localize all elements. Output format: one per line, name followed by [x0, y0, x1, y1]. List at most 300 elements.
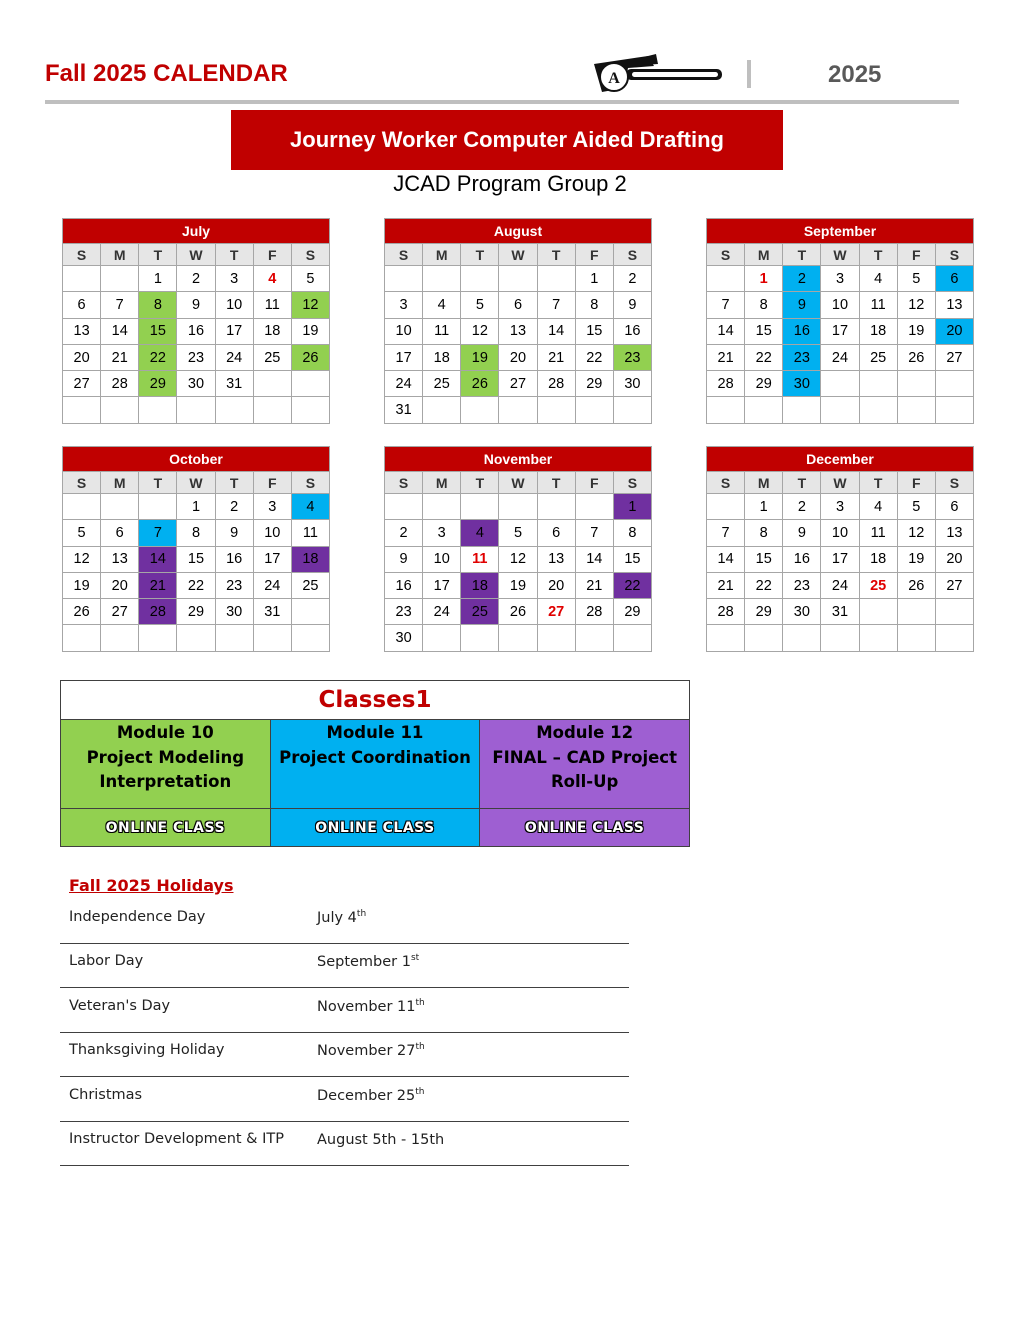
day-cell: 26 — [461, 371, 499, 397]
day-of-week: F — [253, 244, 291, 266]
day-of-week: S — [63, 472, 101, 494]
day-of-week: T — [537, 244, 575, 266]
empty-cell — [461, 397, 499, 423]
day-cell: 10 — [385, 318, 423, 344]
day-cell: 17 — [821, 546, 859, 572]
day-cell: 5 — [897, 494, 935, 520]
day-cell: 19 — [897, 546, 935, 572]
empty-cell — [537, 266, 575, 292]
day-of-week: S — [385, 244, 423, 266]
day-cell: 3 — [253, 494, 291, 520]
day-cell: 12 — [897, 292, 935, 318]
day-cell: 19 — [499, 572, 537, 598]
module-line: Module 11 — [326, 723, 424, 742]
day-cell: 3 — [423, 520, 461, 546]
empty-cell — [897, 599, 935, 625]
day-cell: 4 — [253, 266, 291, 292]
day-cell: 28 — [537, 371, 575, 397]
empty-cell — [63, 494, 101, 520]
empty-cell — [935, 625, 973, 651]
day-cell: 13 — [63, 318, 101, 344]
empty-cell — [139, 625, 177, 651]
empty-cell — [745, 625, 783, 651]
empty-cell — [139, 397, 177, 423]
day-cell: 16 — [783, 546, 821, 572]
empty-cell — [821, 625, 859, 651]
module-line: Module 10 — [116, 723, 214, 742]
day-of-week: W — [177, 244, 215, 266]
empty-cell — [537, 625, 575, 651]
day-cell: 29 — [139, 371, 177, 397]
day-cell: 17 — [385, 344, 423, 370]
day-of-week: M — [745, 244, 783, 266]
day-cell: 2 — [215, 494, 253, 520]
logo-text: A — [608, 70, 620, 87]
header-year: 2025 — [828, 61, 882, 88]
month-name: September — [707, 219, 974, 244]
day-cell: 11 — [291, 520, 329, 546]
day-of-week: W — [499, 472, 537, 494]
day-cell: 8 — [575, 292, 613, 318]
empty-cell — [499, 397, 537, 423]
empty-cell — [423, 625, 461, 651]
day-cell: 9 — [385, 546, 423, 572]
holiday-name: Independence Day — [69, 909, 206, 925]
day-cell: 24 — [385, 371, 423, 397]
day-cell: 1 — [613, 494, 651, 520]
day-of-week: T — [859, 472, 897, 494]
day-cell: 30 — [177, 371, 215, 397]
day-cell: 26 — [291, 344, 329, 370]
empty-cell — [139, 494, 177, 520]
day-cell: 28 — [707, 599, 745, 625]
holiday-row — [60, 1077, 629, 1122]
day-cell: 5 — [291, 266, 329, 292]
day-cell: 28 — [707, 371, 745, 397]
header-rule — [45, 100, 959, 104]
day-cell: 13 — [935, 520, 973, 546]
day-cell: 3 — [821, 266, 859, 292]
day-cell: 20 — [935, 318, 973, 344]
holiday-name: Christmas — [69, 1087, 143, 1103]
empty-cell — [859, 397, 897, 423]
day-cell: 22 — [745, 572, 783, 598]
day-cell: 2 — [177, 266, 215, 292]
day-cell: 2 — [783, 266, 821, 292]
holiday-date: December 25th — [317, 1087, 425, 1104]
day-cell: 4 — [291, 494, 329, 520]
day-cell: 10 — [821, 520, 859, 546]
empty-cell — [291, 397, 329, 423]
day-cell: 28 — [101, 371, 139, 397]
day-cell: 29 — [613, 599, 651, 625]
empty-cell — [291, 599, 329, 625]
day-cell: 10 — [821, 292, 859, 318]
empty-cell — [613, 397, 651, 423]
empty-cell — [253, 625, 291, 651]
day-cell: 13 — [499, 318, 537, 344]
day-cell: 28 — [139, 599, 177, 625]
empty-cell — [177, 397, 215, 423]
day-cell: 24 — [253, 572, 291, 598]
day-cell: 9 — [783, 520, 821, 546]
day-cell: 4 — [859, 494, 897, 520]
day-cell: 27 — [499, 371, 537, 397]
holiday-name: Thanksgiving Holiday — [69, 1042, 225, 1058]
day-cell: 4 — [461, 520, 499, 546]
empty-cell — [537, 494, 575, 520]
day-cell: 18 — [859, 318, 897, 344]
day-cell: 15 — [575, 318, 613, 344]
empty-cell — [859, 371, 897, 397]
day-of-week: S — [935, 244, 973, 266]
module-12-format: ONLINE CLASS — [480, 809, 690, 847]
day-cell: 14 — [707, 546, 745, 572]
day-cell: 6 — [499, 292, 537, 318]
empty-cell — [499, 266, 537, 292]
empty-cell — [575, 625, 613, 651]
day-cell: 14 — [101, 318, 139, 344]
day-cell: 26 — [499, 599, 537, 625]
day-cell: 18 — [253, 318, 291, 344]
day-cell: 11 — [859, 520, 897, 546]
day-cell: 18 — [859, 546, 897, 572]
empty-cell — [935, 599, 973, 625]
holiday-row — [60, 988, 629, 1033]
month-october — [62, 446, 330, 652]
day-cell: 23 — [385, 599, 423, 625]
day-cell: 25 — [423, 371, 461, 397]
day-of-week: S — [291, 244, 329, 266]
empty-cell — [423, 266, 461, 292]
day-cell: 16 — [783, 318, 821, 344]
day-cell: 25 — [859, 344, 897, 370]
day-cell: 27 — [935, 572, 973, 598]
day-cell: 12 — [461, 318, 499, 344]
day-cell: 16 — [385, 572, 423, 598]
day-of-week: S — [613, 244, 651, 266]
day-cell: 6 — [63, 292, 101, 318]
day-cell: 20 — [499, 344, 537, 370]
empty-cell — [63, 625, 101, 651]
day-cell: 3 — [821, 494, 859, 520]
day-cell: 21 — [537, 344, 575, 370]
module-11-format: ONLINE CLASS — [270, 809, 480, 847]
empty-cell — [423, 494, 461, 520]
module-line: Module 12 — [536, 723, 634, 742]
month-name: July — [63, 219, 330, 244]
day-cell: 23 — [783, 344, 821, 370]
module-12-cell — [480, 720, 690, 809]
day-cell: 15 — [745, 546, 783, 572]
day-of-week: W — [821, 244, 859, 266]
day-cell: 22 — [613, 572, 651, 598]
day-of-week: T — [537, 472, 575, 494]
day-cell: 8 — [177, 520, 215, 546]
day-of-week: F — [897, 244, 935, 266]
empty-cell — [101, 266, 139, 292]
day-cell: 19 — [291, 318, 329, 344]
day-cell: 14 — [139, 546, 177, 572]
day-cell: 16 — [177, 318, 215, 344]
day-cell: 20 — [935, 546, 973, 572]
module-line: Project Modeling — [86, 747, 245, 767]
day-of-week: T — [461, 244, 499, 266]
empty-cell — [821, 371, 859, 397]
empty-cell — [291, 371, 329, 397]
holiday-row — [60, 899, 629, 944]
day-cell: 31 — [385, 397, 423, 423]
empty-cell — [499, 494, 537, 520]
day-cell: 21 — [139, 572, 177, 598]
month-august — [384, 218, 652, 424]
day-cell: 4 — [423, 292, 461, 318]
day-cell: 11 — [253, 292, 291, 318]
empty-cell — [253, 397, 291, 423]
month-november — [384, 446, 652, 652]
day-cell: 2 — [783, 494, 821, 520]
day-cell: 9 — [613, 292, 651, 318]
day-cell: 23 — [215, 572, 253, 598]
empty-cell — [291, 625, 329, 651]
day-cell: 11 — [423, 318, 461, 344]
day-of-week: F — [897, 472, 935, 494]
day-of-week: T — [215, 472, 253, 494]
day-of-week: M — [423, 244, 461, 266]
day-cell: 1 — [745, 494, 783, 520]
calendar-title: Fall 2025 CALENDAR — [45, 60, 288, 87]
day-cell: 30 — [385, 625, 423, 651]
day-cell: 10 — [423, 546, 461, 572]
day-cell: 9 — [177, 292, 215, 318]
day-of-week: F — [253, 472, 291, 494]
day-cell: 11 — [859, 292, 897, 318]
module-line: FINAL – CAD Project — [492, 747, 677, 767]
holiday-row — [60, 1121, 629, 1166]
day-of-week: T — [139, 472, 177, 494]
day-of-week: W — [177, 472, 215, 494]
day-cell: 1 — [575, 266, 613, 292]
day-cell: 12 — [897, 520, 935, 546]
empty-cell — [783, 397, 821, 423]
day-cell: 20 — [101, 572, 139, 598]
day-cell: 1 — [745, 266, 783, 292]
day-cell: 18 — [291, 546, 329, 572]
pipe-wrench-logo — [588, 52, 726, 96]
day-cell: 7 — [139, 520, 177, 546]
day-cell: 6 — [101, 520, 139, 546]
day-cell: 8 — [139, 292, 177, 318]
empty-cell — [101, 397, 139, 423]
day-cell: 15 — [139, 318, 177, 344]
day-cell: 2 — [613, 266, 651, 292]
day-of-week: T — [783, 472, 821, 494]
empty-cell — [707, 625, 745, 651]
module-10-cell — [61, 720, 271, 809]
day-of-week: T — [461, 472, 499, 494]
day-cell: 17 — [253, 546, 291, 572]
day-cell: 24 — [215, 344, 253, 370]
day-cell: 30 — [783, 371, 821, 397]
day-cell: 13 — [537, 546, 575, 572]
day-cell: 26 — [897, 572, 935, 598]
day-cell: 24 — [821, 344, 859, 370]
classes-title: Classes1 — [61, 681, 690, 720]
day-of-week: S — [291, 472, 329, 494]
empty-cell — [897, 625, 935, 651]
day-cell: 23 — [613, 344, 651, 370]
day-cell: 25 — [253, 344, 291, 370]
day-cell: 5 — [63, 520, 101, 546]
holiday-date: November 27th — [317, 1042, 425, 1059]
day-of-week: M — [101, 244, 139, 266]
day-cell: 21 — [707, 344, 745, 370]
day-cell: 10 — [253, 520, 291, 546]
day-of-week: S — [385, 472, 423, 494]
day-cell: 31 — [253, 599, 291, 625]
day-cell: 5 — [461, 292, 499, 318]
day-cell: 6 — [935, 494, 973, 520]
day-cell: 26 — [63, 599, 101, 625]
day-cell: 19 — [897, 318, 935, 344]
day-cell: 10 — [215, 292, 253, 318]
day-of-week: T — [215, 244, 253, 266]
day-cell: 25 — [291, 572, 329, 598]
day-cell: 7 — [707, 292, 745, 318]
month-july — [62, 218, 330, 424]
empty-cell — [101, 625, 139, 651]
day-cell: 15 — [177, 546, 215, 572]
empty-cell — [707, 266, 745, 292]
empty-cell — [935, 371, 973, 397]
empty-cell — [461, 494, 499, 520]
day-of-week: F — [575, 244, 613, 266]
day-of-week: M — [101, 472, 139, 494]
day-of-week: W — [821, 472, 859, 494]
empty-cell — [63, 266, 101, 292]
day-cell: 1 — [177, 494, 215, 520]
day-of-week: S — [707, 472, 745, 494]
empty-cell — [859, 625, 897, 651]
empty-cell — [859, 599, 897, 625]
day-cell: 22 — [575, 344, 613, 370]
month-name: December — [707, 447, 974, 472]
day-cell: 12 — [499, 546, 537, 572]
program-banner: Journey Worker Computer Aided Drafting — [231, 110, 783, 170]
day-cell: 18 — [461, 572, 499, 598]
day-cell: 11 — [461, 546, 499, 572]
empty-cell — [499, 625, 537, 651]
holiday-name: Veteran's Day — [69, 998, 171, 1014]
module-line: Project Coordination — [279, 747, 471, 767]
day-cell: 1 — [139, 266, 177, 292]
empty-cell — [101, 494, 139, 520]
empty-cell — [613, 625, 651, 651]
empty-cell — [385, 494, 423, 520]
day-of-week: F — [575, 472, 613, 494]
day-cell: 6 — [935, 266, 973, 292]
day-cell: 22 — [745, 344, 783, 370]
empty-cell — [575, 494, 613, 520]
day-cell: 30 — [215, 599, 253, 625]
day-cell: 14 — [707, 318, 745, 344]
day-cell: 3 — [385, 292, 423, 318]
day-cell: 27 — [63, 371, 101, 397]
day-cell: 7 — [101, 292, 139, 318]
empty-cell — [897, 397, 935, 423]
day-of-week: S — [935, 472, 973, 494]
day-of-week: M — [423, 472, 461, 494]
month-name: August — [385, 219, 652, 244]
day-cell: 17 — [215, 318, 253, 344]
holiday-name: Labor Day — [69, 953, 144, 969]
day-cell: 8 — [745, 520, 783, 546]
empty-cell — [215, 397, 253, 423]
empty-cell — [215, 625, 253, 651]
empty-cell — [821, 397, 859, 423]
day-cell: 8 — [613, 520, 651, 546]
day-cell: 31 — [215, 371, 253, 397]
empty-cell — [935, 397, 973, 423]
holiday-date: August 5th - 15th — [317, 1131, 445, 1148]
empty-cell — [537, 397, 575, 423]
empty-cell — [461, 266, 499, 292]
day-cell: 15 — [613, 546, 651, 572]
day-cell: 4 — [859, 266, 897, 292]
empty-cell — [423, 397, 461, 423]
day-cell: 7 — [537, 292, 575, 318]
day-cell: 5 — [897, 266, 935, 292]
holidays-title: Fall 2025 Holidays — [69, 876, 234, 895]
month-december — [706, 446, 974, 652]
header-divider — [747, 60, 751, 88]
empty-cell — [707, 397, 745, 423]
day-cell: 24 — [423, 599, 461, 625]
empty-cell — [745, 397, 783, 423]
classes-table — [60, 680, 690, 847]
month-name: November — [385, 447, 652, 472]
day-cell: 29 — [745, 599, 783, 625]
day-cell: 27 — [537, 599, 575, 625]
month-name: October — [63, 447, 330, 472]
day-cell: 29 — [745, 371, 783, 397]
holiday-date: November 11th — [317, 998, 425, 1015]
day-cell: 21 — [101, 344, 139, 370]
day-cell: 17 — [821, 318, 859, 344]
day-of-week: W — [499, 244, 537, 266]
day-cell: 22 — [177, 572, 215, 598]
day-cell: 22 — [139, 344, 177, 370]
day-cell: 23 — [177, 344, 215, 370]
day-cell: 20 — [63, 344, 101, 370]
day-cell: 15 — [745, 318, 783, 344]
day-of-week: S — [613, 472, 651, 494]
day-cell: 19 — [63, 572, 101, 598]
day-cell: 7 — [707, 520, 745, 546]
module-line: Roll-Up — [550, 772, 619, 791]
day-cell: 27 — [935, 344, 973, 370]
empty-cell — [707, 494, 745, 520]
day-cell: 8 — [745, 292, 783, 318]
day-cell: 16 — [215, 546, 253, 572]
empty-cell — [177, 625, 215, 651]
day-cell: 6 — [537, 520, 575, 546]
day-cell: 5 — [499, 520, 537, 546]
program-subtitle: JCAD Program Group 2 — [393, 171, 627, 196]
day-of-week: M — [745, 472, 783, 494]
day-cell: 14 — [575, 546, 613, 572]
day-cell: 23 — [783, 572, 821, 598]
